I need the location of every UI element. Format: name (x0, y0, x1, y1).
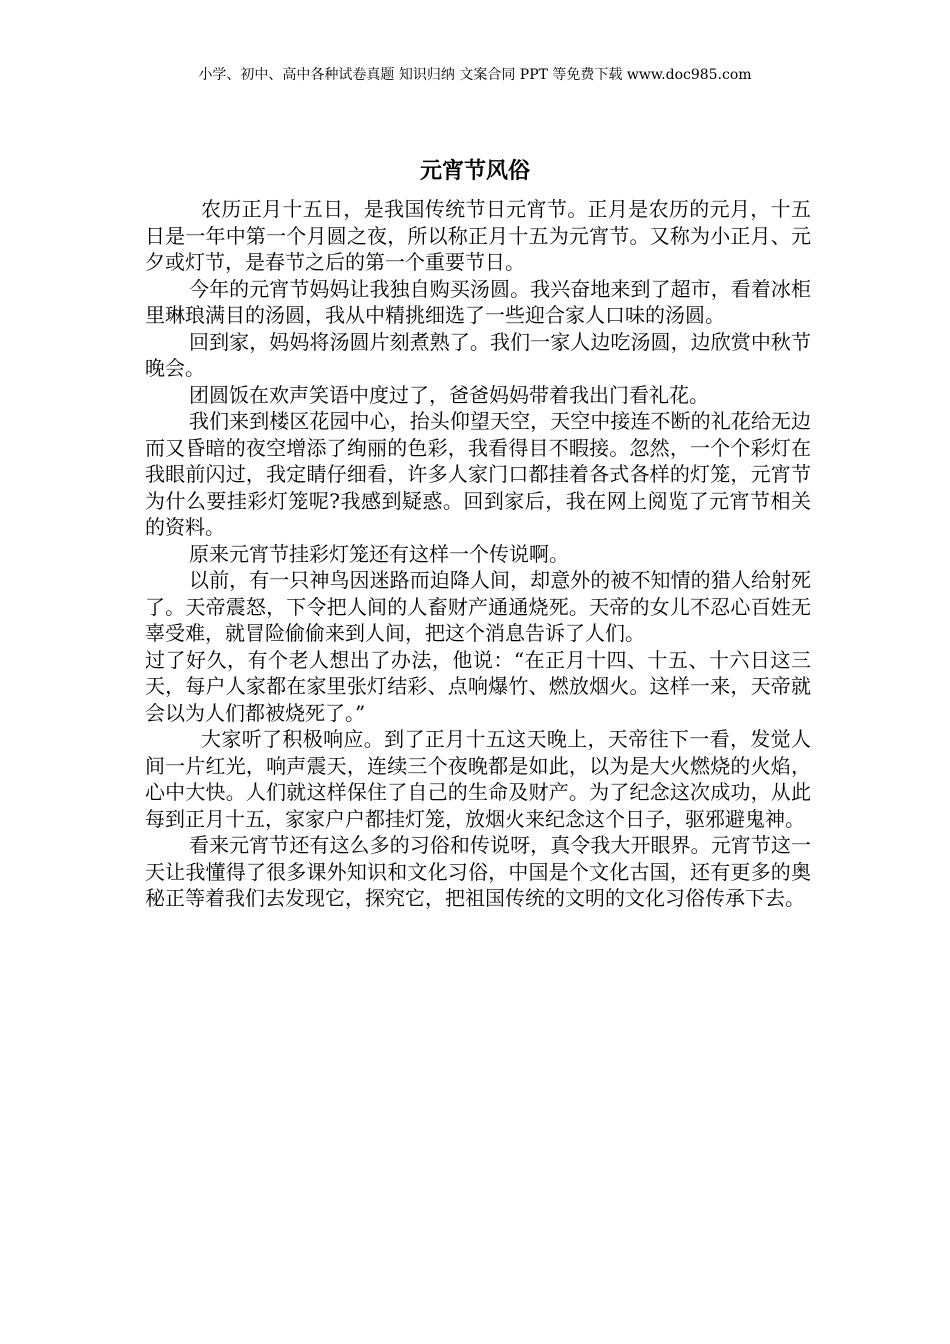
page-header: 小学、初中、高中各种试卷真题 知识归纳 文案合同 PPT 等免费下载 www.doc985.com (198, 67, 752, 83)
paragraph: 以前，有一只神鸟因迷路而迫降人间，却意外的被不知情的猎人给射死了。天帝震怒，下令把人间的人畜财产通通烧死。天帝的女儿不忍心百姓无辜受难，就冒险偷偷来到人间，把这个消息告诉了人们。 (145, 568, 811, 645)
document-body (145, 196, 811, 912)
paragraph: 回到家，妈妈将汤圆片刻煮熟了。我们一家人边吃汤圆，边欣赏中秋节晚会。 (145, 329, 811, 380)
paragraph: 农历正月十五日，是我国传统节日元宵节。正月是农历的元月，十五日是一年中第一个月圆之夜，所以称正月十五为元宵节。又称为小正月、元夕或灯节，是春节之后的第一个重要节日。 (145, 197, 811, 274)
paragraph: 看来元宵节还有这么多的习俗和传说呀，真令我大开眼界。元宵节这一天让我懂得了很多课外知识和文化习俗，中国是个文化古国，还有更多的奥秘正等着我们去发现它，探究它，把祖国传统的文明的文化习俗传承下去。 (145, 833, 811, 910)
paragraph: 过了好久，有个老人想出了办法，他说：“在正月十四、十五、十六日这三天，每户人家都在家里张灯结彩、点响爆竹、燃放烟火。这样一来，天帝就会以为人们都被烧死了。” (145, 647, 811, 725)
paragraph: 团圆饭在欢声笑语中度过了，爸爸妈妈带着我出门看礼花。 (189, 382, 709, 407)
paragraph: 我们来到楼区花园中心，抬头仰望天空，天空中接连不断的礼花给无边而又昏暗的夜空增添了绚丽的色彩，我看得目不暇接。忽然，一个个彩灯在我眼前闪过，我定睛仔细看，许多人家门口都挂着各式各样的灯笼，元宵节为什么要挂彩灯笼呢?我感到疑惑。回到家后，我在网上阅览了元宵节相关的资料。 (145, 409, 811, 539)
paragraph: 原来元宵节挂彩灯笼还有这样一个传说啊。 (189, 541, 569, 566)
paragraph: 大家听了积极响应。到了正月十五这天晚上，天帝往下一看，发觉人间一片红光，响声震天，连续三个夜晚都是如此，以为是大火燃烧的火焰，心中大快。人们就这样保住了自己的生命及财产。为了纪念这次成功，从此每到正月十五，家家户户都挂灯笼，放烟火来纪念这个日子，驱邪避鬼神。 (145, 727, 811, 831)
document-title: 元宵节风俗 (419, 158, 530, 184)
paragraph: 今年的元宵节妈妈让我独自购买汤圆。我兴奋地来到了超市，看着冰柜里琳琅满目的汤圆，我从中精挑细选了一些迎合家人口味的汤圆。 (145, 276, 811, 327)
